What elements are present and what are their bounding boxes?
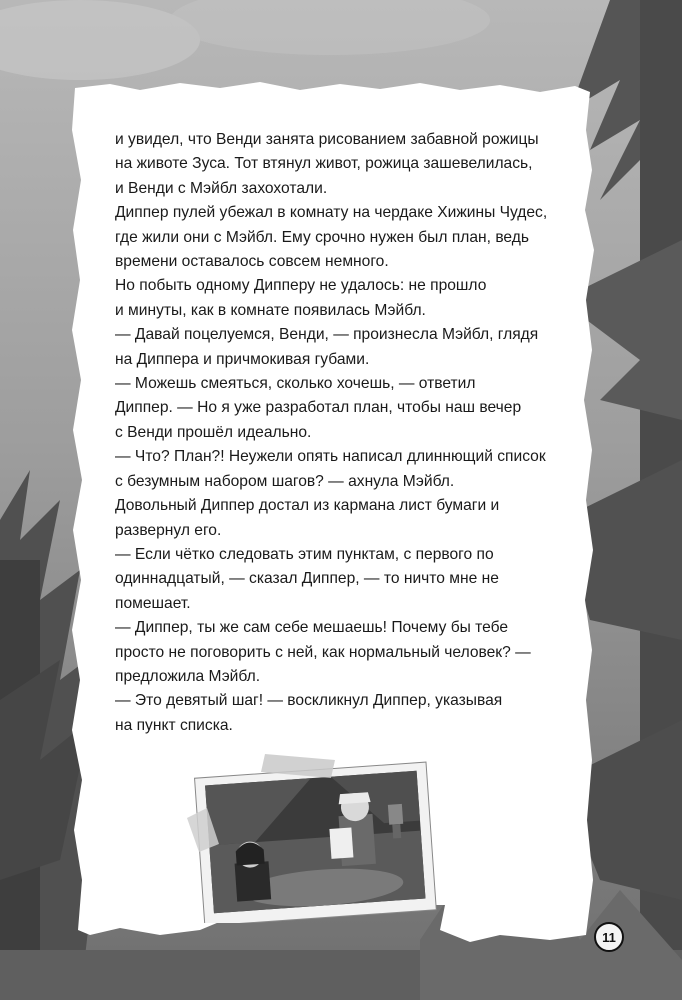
text-line: — Можешь смеяться, сколько хочешь, — ответил (115, 375, 476, 393)
text-line: с Венди прошёл идеально. (115, 423, 312, 441)
text-line: и Венди с Мэйбл захохотали. (115, 179, 328, 197)
text-line: — Давай поцелуемся, Венди, — произнесла Мэйбл, глядя (115, 326, 539, 344)
text-line: и увидел, что Венди занята рисованием забавной рожицы (115, 131, 539, 148)
text-line: помешает. (115, 594, 191, 612)
text-line: — Диппер, ты же сам себе мешаешь! Почему бы тебе (115, 619, 509, 637)
page-number: 11 (594, 922, 624, 952)
text-line: Довольный Диппер достал из кармана лист бумаги и (115, 497, 500, 515)
text-line: — Это девятый шаг! — воскликнул Диппер, указывая (115, 692, 503, 710)
text-line: с безумным набором шагов? — ахнула Мэйбл. (115, 472, 455, 490)
text-line: и минуты, как в комнате появилась Мэйбл. (115, 301, 426, 319)
text-line: — Если чётко следовать этим пунктам, с первого по (115, 545, 494, 563)
text-line: Но побыть одному Дипперу не удалось: не прошло (115, 277, 487, 295)
text-line: просто не поговорить с ней, как нормальный человек? — (115, 643, 531, 661)
text-line: где жили они с Мэйбл. Ему срочно нужен был план, ведь (115, 228, 529, 246)
text-line: развернул его. (115, 521, 222, 539)
text-line: — Что? План?! Неужели опять написал длиннющий список (115, 448, 546, 466)
illustration-photo (185, 748, 445, 923)
text-line: предложила Мэйбл. (115, 667, 261, 685)
story-text (115, 128, 555, 738)
text-line: Диппер. — Но я уже разработал план, чтобы наш вечер (115, 399, 522, 417)
text-line: на Диппера и причмокивая губами. (115, 350, 370, 368)
text-line: на пункт списка. (115, 716, 233, 734)
text-line: одиннадцатый, — сказал Диппер, — то ничто мне не (115, 570, 499, 588)
text-line: на животе Зуса. Тот втянул живот, рожица зашевелилась, (115, 155, 533, 173)
text-line: времени оставалось совсем немного. (115, 253, 389, 271)
text-line: Диппер пулей убежал в комнату на чердаке Хижины Чудес, (115, 204, 548, 222)
